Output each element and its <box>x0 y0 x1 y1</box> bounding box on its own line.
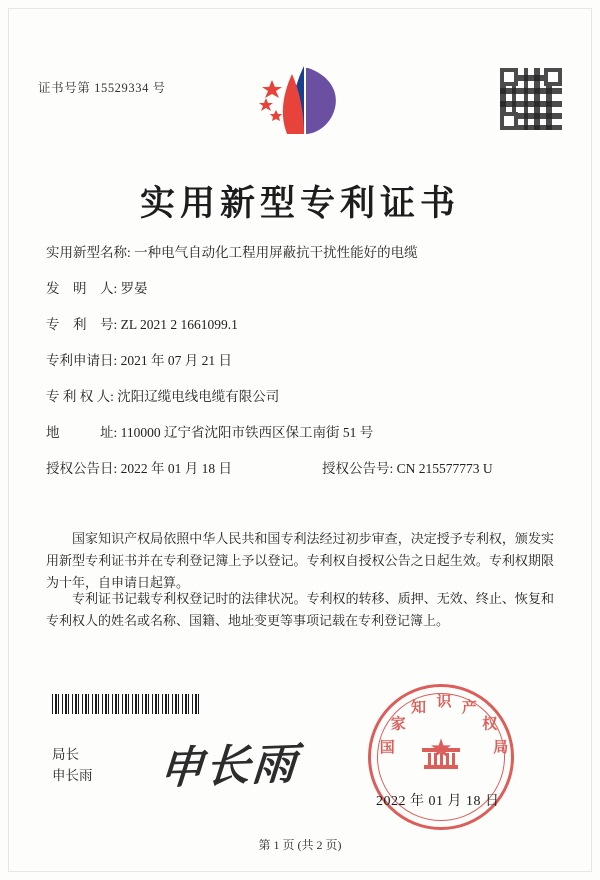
field-value: 2021 年 07 月 21 日 <box>120 353 233 368</box>
handwritten-signature: 申长雨 <box>157 738 300 795</box>
paragraph-grant <box>46 528 554 594</box>
field-value: ZL 2021 2 1661099.1 <box>120 317 238 332</box>
grant-number-value: CN 215577773 U <box>396 461 493 476</box>
qr-code <box>500 68 562 130</box>
field-row-name <box>46 246 554 282</box>
seal-char: 权 <box>482 716 498 733</box>
field-value: 110000 辽宁省沈阳市铁西区保工南街 51 号 <box>120 425 374 440</box>
paragraph-text: 国家知识产权局依照中华人民共和国专利法经过初步审查，决定授予专利权，颁发实用新型专利证书并在专利登记簿上予以登记。专利权自授权公告之日起生效。专利权期限为十年，自申请日起算。 <box>46 531 554 590</box>
field-value: 一种电气自动化工程用屏蔽抗干扰性能好的电缆 <box>134 245 418 260</box>
seal-char: 知 <box>411 699 427 716</box>
field-label: 地 址: <box>46 425 118 440</box>
seal-characters <box>371 687 517 833</box>
field-row-inventor <box>46 282 554 318</box>
page-footer: 第 1 页 (共 2 页) <box>258 838 342 852</box>
field-label: 专利申请日: <box>46 353 118 368</box>
paragraph-text: 专利证书记载专利权登记时的法律状况。专利权的转移、质押、无效、终止、恢复和专利权人的姓名或名称、国籍、地址变更等事项记载在专利登记簿上。 <box>46 591 554 628</box>
signature-labels <box>52 744 93 786</box>
field-row-application-date <box>46 354 554 390</box>
cnipa-logo-icon <box>246 62 354 142</box>
field-label: 专 利 号: <box>46 317 118 332</box>
page-title: 实用新型专利证书 <box>139 184 460 223</box>
seal-date: 2022 年 01 月 18 日 <box>376 794 500 809</box>
director-title-label: 局长 <box>52 747 79 762</box>
field-label: 发 明 人: <box>46 281 118 296</box>
seal-char: 产 <box>461 699 477 716</box>
barcode <box>52 694 200 714</box>
field-value: 罗晏 <box>120 281 148 296</box>
field-label: 专 利 权 人: <box>46 389 114 404</box>
seal-char: 识 <box>436 694 452 710</box>
grant-date-value: 2022 年 01 月 18 日 <box>120 461 233 476</box>
field-row-patent-number <box>46 318 554 354</box>
field-value: 沈阳辽缆电线电缆有限公司 <box>117 389 280 404</box>
paragraph-registry <box>46 588 554 632</box>
grant-number-label: 授权公告号: <box>322 461 394 476</box>
seal-char: 国 <box>379 739 395 756</box>
field-row-grant <box>46 462 554 498</box>
seal-char: 局 <box>493 739 509 756</box>
certificate-number: 证书号第 15529334 号 <box>38 81 166 95</box>
field-row-address <box>46 426 554 462</box>
seal-char: 家 <box>390 716 406 733</box>
director-name-label: 申长雨 <box>52 768 93 783</box>
grant-date-label: 授权公告日: <box>46 461 118 476</box>
field-label: 实用新型名称: <box>46 245 131 260</box>
fields-block <box>46 246 554 498</box>
field-row-patentee <box>46 390 554 426</box>
